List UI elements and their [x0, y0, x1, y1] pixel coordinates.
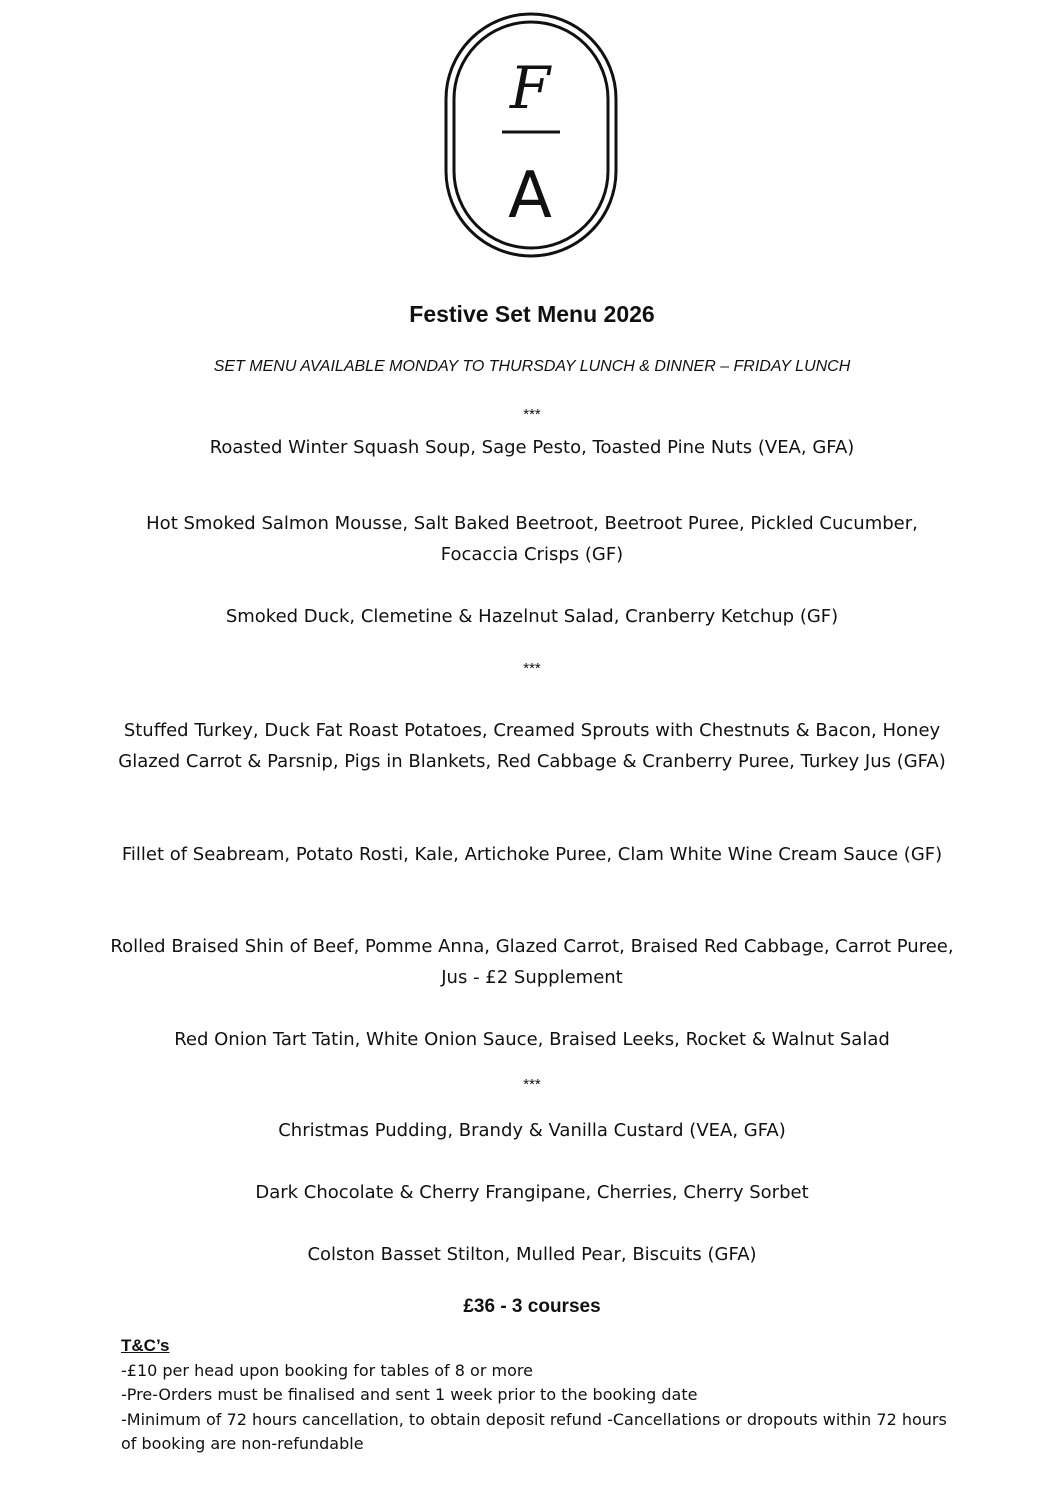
- logo-letter-a: A: [508, 159, 552, 233]
- starter-item: Smoked Duck, Clemetine & Hazelnut Salad, Cranberry Ketchup (GF): [225, 606, 839, 627]
- dessert-item: Christmas Pudding, Brandy & Vanilla Custard (VEA, GFA): [278, 1120, 786, 1141]
- availability-subtitle: SET MENU AVAILABLE MONDAY TO THURSDAY LUNCH & DINNER – FRIDAY LUNCH: [213, 358, 851, 375]
- main-item: Stuffed Turkey, Duck Fat Roast Potatoes, Creamed Sprouts with Chestnuts & Bacon, Honey Glazed Carrot & Parsnip, Pigs in Blankets, Red Cabbage & Cranberry Puree, Turkey Jus (GFA): [118, 720, 946, 772]
- terms-line: -Pre-Orders must be finalised and sent 1 week prior to the booking date: [121, 1385, 698, 1404]
- terms-line: -Minimum of 72 hours cancellation, to obtain deposit refund -Cancellations or dropouts within 72 hours of booking are non-refundable: [121, 1409, 947, 1453]
- terms-and-conditions: [121, 1334, 951, 1457]
- terms-line: -£10 per head upon booking for tables of 8 or more: [121, 1360, 533, 1380]
- logo-letter-f: F: [509, 54, 551, 122]
- starter-item: Roasted Winter Squash Soup, Sage Pesto, Toasted Pine Nuts (VEA, GFA): [209, 437, 855, 458]
- dessert-item: Colston Basset Stilton, Mulled Pear, Biscuits (GFA): [307, 1244, 757, 1265]
- main-item: Fillet of Seabream, Potato Rosti, Kale, Artichoke Puree, Clam White Wine Cream Sauce (GF): [121, 844, 943, 865]
- dessert-item: Dark Chocolate & Cherry Frangipane, Cherries, Cherry Sorbet: [255, 1182, 809, 1203]
- section-separator: ***: [523, 660, 541, 677]
- restaurant-logo: [444, 12, 618, 258]
- starter-item: Hot Smoked Salmon Mousse, Salt Baked Beetroot, Beetroot Puree, Pickled Cucumber, Focaccia Crisps (GF): [146, 513, 918, 565]
- main-item: Rolled Braised Shin of Beef, Pomme Anna, Glazed Carrot, Braised Red Cabbage, Carrot Puree, Jus - £2 Supplement: [110, 936, 954, 988]
- section-separator: ***: [523, 406, 541, 423]
- main-item: Red Onion Tart Tatin, White Onion Sauce, Braised Leeks, Rocket & Walnut Salad: [174, 1029, 890, 1050]
- page-title: Festive Set Menu 2026: [409, 301, 655, 327]
- terms-heading: T&C’s: [121, 1336, 170, 1355]
- section-separator: ***: [523, 1076, 541, 1093]
- menu-price: £36 - 3 courses: [463, 1296, 601, 1317]
